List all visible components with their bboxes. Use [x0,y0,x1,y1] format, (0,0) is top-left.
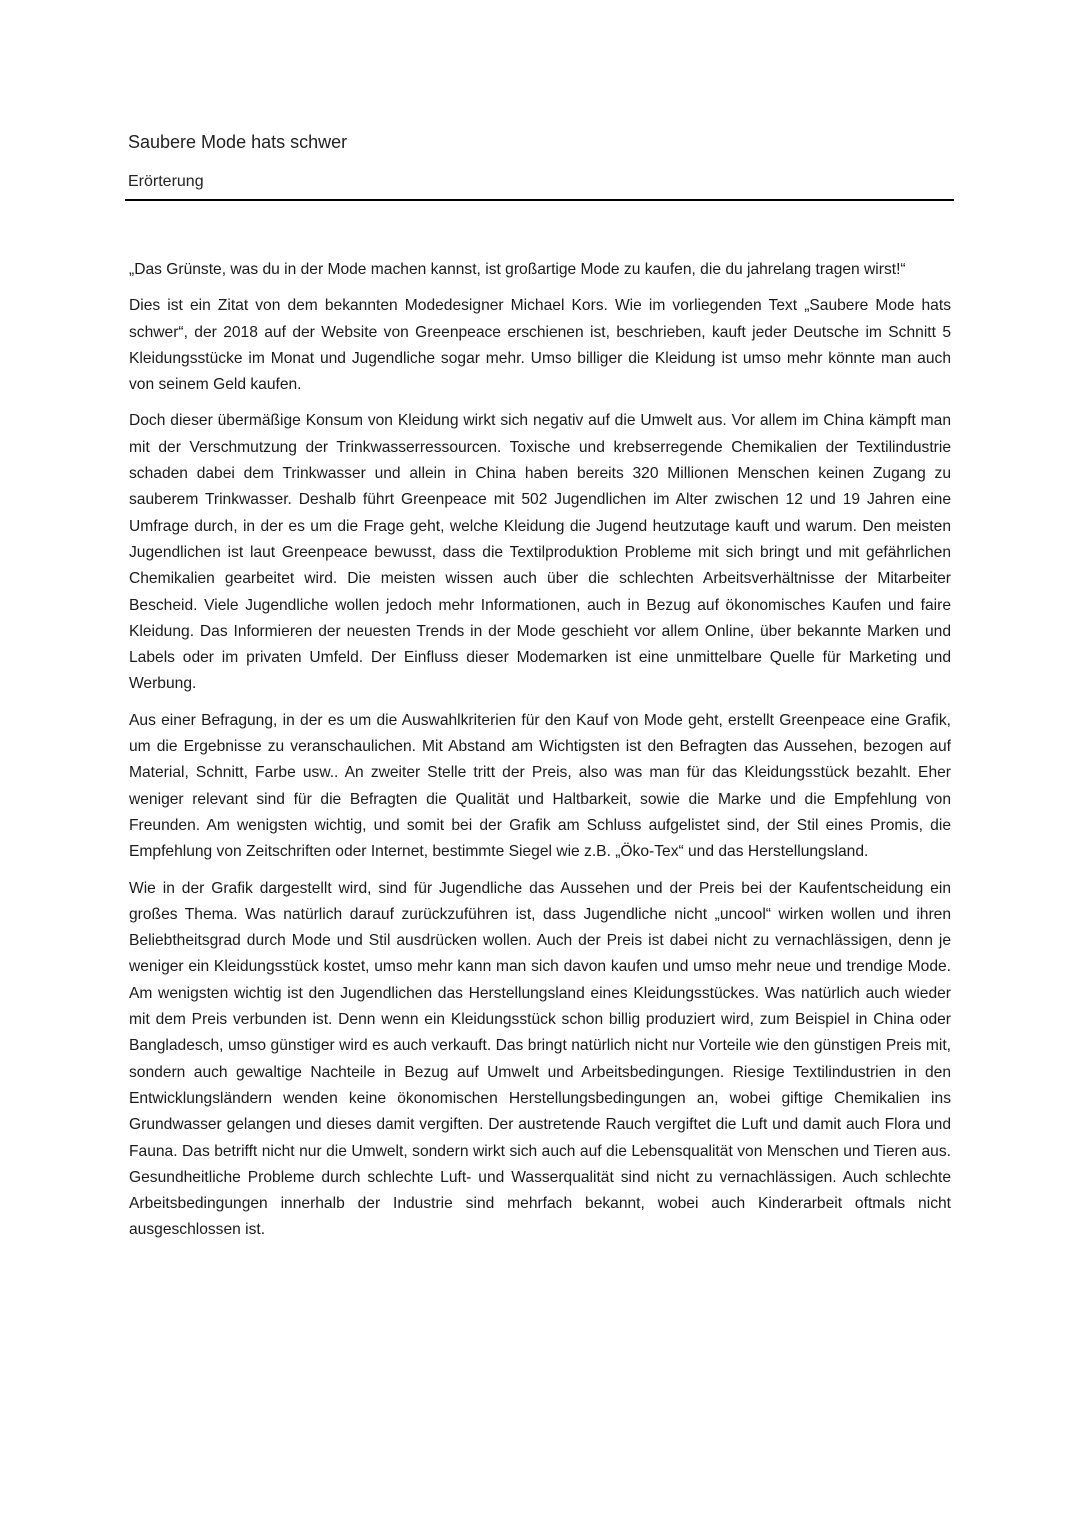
document-body [129,257,951,1254]
paragraph-quote: „Das Grünste, was du in der Mode machen kannst, ist großartige Mode zu kaufen, die du jahrelang tragen wirst!“ [129,261,906,278]
paragraph-consumption: Doch dieser übermäßige Konsum von Kleidung wirkt sich negativ auf die Umwelt aus. Vor allem im China kämpft man mit der Verschmutzung der Trinkwasserressourcen. Toxische und krebserregende Chemikalien der Textilindustrie schaden dabei dem Trinkwasser und allein in China haben bereits 320 Millionen Menschen keinen Zugang zu sauberem Trinkwasser. Deshalb führt Greenpeace mit 502 Jugendlichen im Alter zwischen 12 und 19 Jahren eine Umfrage durch, in der es um die Frage geht, welche Kleidung die Jugend heutzutage kauft und warum. Den meisten Jugendlichen ist laut Greenpeace bewusst, dass die Textilproduktion Probleme mit sich bringt und mit gefährlichen Chemikalien gearbeitet wird. Die meisten wissen auch über die schlechten Arbeitsverhältnisse der Mitarbeiter Bescheid. Viele Jugendliche wollen jedoch mehr Informationen, auch in Bezug auf ökonomisches Kaufen und faire Kleidung. Das Informieren der neuesten Trends in der Mode geschieht vor allem Online, über bekannte Marken und Labels oder im privaten Umfeld. Der Einfluss dieser Modemarken ist eine unmittelbare Quelle für Marketing und Werbung. [129,412,951,693]
header-divider [125,199,954,201]
paragraph-discussion: Wie in der Grafik dargestellt wird, sind für Jugendliche das Aussehen und der Preis bei der Kaufentscheidung ein großes Thema. Was natürlich darauf zurückzuführen ist, dass Jugendliche nicht „uncool“ wirken wollen und ihren Beliebtheitsgrad durch Mode und Stil ausdrücken wollen. Auch der Preis ist dabei nicht zu vernachlässigen, denn je weniger ein Kleidungsstück kostet, umso mehr kann man sich davon kaufen und umso mehr neue und trendige Mode. Am wenigsten wichtig ist den Jugendlichen das Herstellungsland eines Kleidungsstückes. Was natürlich auch wieder mit dem Preis verbunden ist. Denn wenn ein Kleidungsstück schon billig produziert wird, zum Beispiel in China oder Bangladesch, umso günstiger wird es auch verkauft. Das bringt natürlich nicht nur Vorteile wie den günstigen Preis mit, sondern auch gewaltige Nachteile in Bezug auf Umwelt und Arbeitsbedingungen. Riesige Textilindustrien in den Entwicklungsländern wenden keine ökonomischen Herstellungsbedingungen an, wobei giftige Chemikalien ins Grundwasser gelangen und dieses damit vergiften. Der austretende Rauch vergiftet die Luft und damit auch Flora und Fauna. Das betrifft nicht nur die Umwelt, sondern wirkt sich auch auf die Lebensqualität von Menschen und Tieren aus. Gesundheitliche Probleme durch schlechte Luft- und Wasserqualität sind nicht zu vernachlässigen. Auch schlechte Arbeitsbedingungen innerhalb der Industrie sind mehrfach bekannt, wobei auch Kinderarbeit oftmals nicht ausgeschlossen ist. [129,879,951,1239]
document-header [128,128,954,194]
paragraph-survey: Aus einer Befragung, in der es um die Auswahlkriterien für den Kauf von Mode geht, erstellt Greenpeace eine Grafik, um die Ergebnisse zu veranschaulichen. Mit Abstand am Wichtigsten ist den Befragten das Aussehen, bezogen auf Material, Schnitt, Farbe usw.. An zweiter Stelle tritt der Preis, also was man für das Kleidungsstück bezahlt. Eher weniger relevant sind für die Befragten die Qualität und Haltbarkeit, sowie die Marke und die Empfehlung von Freunden. Am wenigsten wichtig, und somit bei der Grafik am Schluss aufgelistet sind, der Stil eines Promis, die Empfehlung von Zeitschriften oder Internet, bestimmte Siegel wie z.B. „Öko-Tex“ und das Herstellungsland. [129,711,951,861]
document-title: Saubere Mode hats schwer [128,132,348,152]
document-subtitle: Erörterung [128,173,204,190]
paragraph-introduction: Dies ist ein Zitat von dem bekannten Modedesigner Michael Kors. Wie im vorliegenden Text „Saubere Mode hats schwer“, der 2018 auf der Website von Greenpeace erschienen ist, beschrieben, kauft jeder Deutsche im Schnitt 5 Kleidungsstücke im Monat und Jugendliche sogar mehr. Umso billiger die Kleidung ist umso mehr könnte man auch von seinem Geld kaufen. [129,297,951,394]
